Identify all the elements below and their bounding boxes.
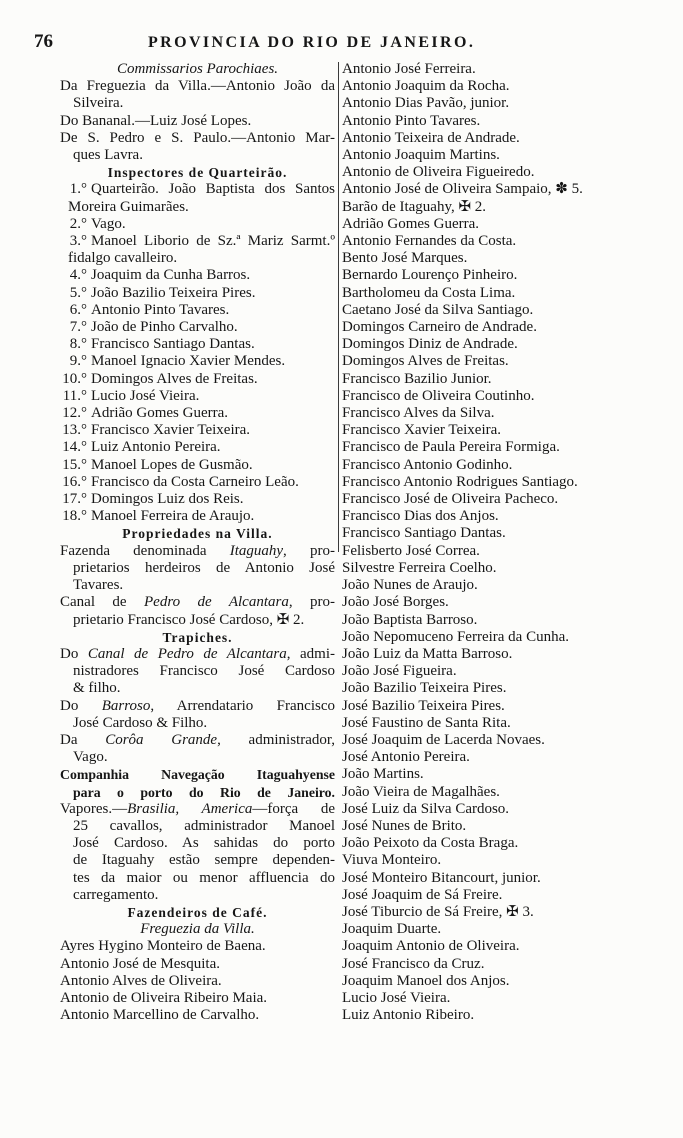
planter-name: José Joaquim de Lacerda Novaes. <box>342 731 545 748</box>
inspector-row <box>60 267 335 284</box>
inspector-row <box>60 353 335 370</box>
inspector-name-line: Francisco Santiago Dantas. <box>91 336 255 353</box>
entry-line <box>60 801 335 818</box>
planter-name: Joaquim Duarte. <box>342 921 442 938</box>
page-number: 76 <box>34 31 53 52</box>
inspector-row <box>60 491 335 508</box>
planter-name: Adrião Gomes Guerra. <box>342 215 480 232</box>
text-run: , administrador, <box>217 731 335 748</box>
inspector-row <box>60 388 335 405</box>
left-column <box>60 61 335 1024</box>
entry-line: 25 cavallos, administrador Manoel <box>73 817 335 834</box>
planter-name: João José Figueira. <box>342 663 457 680</box>
entry-line: Silveira. <box>73 95 124 112</box>
section-heading: Fazendeiros de Café. <box>127 904 268 920</box>
inspector-name-line: Manoel Lopes de Gusmão. <box>91 456 253 473</box>
section-heading: Freguezia da Villa. <box>140 921 255 938</box>
italic-term: Brasilia, America <box>127 800 253 817</box>
inspector-name-line: Luiz Antonio Pereira. <box>91 439 221 456</box>
planter-name: Francisco de Paula Pereira Formiga. <box>342 439 560 456</box>
inspector-row <box>60 181 335 198</box>
inspector-row <box>60 508 335 525</box>
planter-name: Antonio Fernandes da Costa. <box>342 233 517 250</box>
planter-name: Francisco Xavier Teixeira. <box>342 422 502 439</box>
entry-line: José Cardoso. As sahidas do porto <box>73 835 335 852</box>
planter-name: Francisco Antonio Rodrigues Santiago. <box>342 473 578 490</box>
inspector-number: 1.° <box>69 181 87 198</box>
entry-line <box>60 698 335 715</box>
planter-name: Francisco Antonio Godinho. <box>342 456 513 473</box>
planter-name: João José Borges. <box>342 594 449 611</box>
inspector-number: 18.° <box>62 508 87 525</box>
planter-name: Domingos Diniz de Andrade. <box>342 336 518 353</box>
inspector-row <box>60 457 335 474</box>
planter-name: Luiz Antonio Ribeiro. <box>342 1007 475 1024</box>
planter-name: Antonio de Oliveira Figueiredo. <box>342 164 535 181</box>
section-heading: Inspectores de Quarteirão. <box>107 165 288 181</box>
text-run: , pro- <box>288 594 335 611</box>
planter-name: Domingos Alves de Freitas. <box>342 353 509 370</box>
inspector-number: 9.° <box>69 353 87 370</box>
text-run: Canal de <box>60 594 144 611</box>
planter-name: Viuva Monteiro. <box>342 852 442 869</box>
section-heading-line: para o porto do Rio de Janeiro. <box>73 784 335 800</box>
planter-name: João Martins. <box>342 766 424 783</box>
planter-name: Francisco Alves da Silva. <box>342 405 495 422</box>
planter-name: Antonio Dias Pavão, junior. <box>342 95 510 112</box>
inspector-name-line: Vago. <box>91 215 126 232</box>
planter-name: Francisco Santiago Dantas. <box>342 525 506 542</box>
planter-name: José Luiz da Silva Cardoso. <box>342 800 510 817</box>
planter-name: Francisco de Oliveira Coutinho. <box>342 387 535 404</box>
entry-line: Vago. <box>73 749 108 766</box>
column-divider <box>338 62 339 552</box>
inspector-name-line: Antonio Pinto Tavares. <box>91 301 230 318</box>
right-column-planter-list <box>342 61 624 1024</box>
text-run: , admi- <box>286 645 335 662</box>
inspector-number: 5.° <box>69 284 87 301</box>
inspector-number: 13.° <box>62 422 87 439</box>
planter-name: José Tiburcio de Sá Freire, ✠ 3. <box>342 903 534 920</box>
italic-term: Pedro de Alcantara <box>144 594 289 611</box>
planter-name: Francisco José de Oliveira Pacheco. <box>342 491 559 508</box>
planter-name: Silvestre Ferreira Coelho. <box>342 559 497 576</box>
entry-line <box>60 646 335 663</box>
planter-name: Bernardo Lourenço Pinheiro. <box>342 267 518 284</box>
text-run: Fazenda denominada <box>60 542 230 559</box>
section-heading: Propriedades na Villa. <box>122 526 273 542</box>
planter-name: João Nepomuceno Ferreira da Cunha. <box>342 628 570 645</box>
entry-line: Ayres Hygino Monteiro de Baena. <box>60 938 266 955</box>
text-run: —força de <box>252 800 335 817</box>
planter-name: Antonio José Ferreira. <box>342 61 476 77</box>
planter-name: José Nunes de Brito. <box>342 817 467 834</box>
inspector-name-line: João Bazilio Teixeira Pires. <box>91 284 256 301</box>
inspector-row <box>60 216 335 233</box>
planter-name: João Nunes de Araujo. <box>342 577 478 594</box>
entry-line: nistradores Francisco José Cardoso <box>73 663 335 680</box>
planter-name: Antonio José de Oliveira Sampaio, ✽ 5. <box>342 181 583 198</box>
inspector-number: 15.° <box>62 456 87 473</box>
planter-name: Antonio Pinto Tavares. <box>342 112 481 129</box>
italic-term: Corôa Grande <box>105 731 218 748</box>
inspector-name-line: Lucio José Vieira. <box>91 387 200 404</box>
text-run: Vapores.— <box>60 800 128 817</box>
planter-name: José Antonio Pereira. <box>342 749 470 766</box>
inspector-name-line: Francisco Xavier Teixeira. <box>91 422 251 439</box>
italic-term: Itaguahy <box>229 542 284 559</box>
inspector-row <box>60 405 335 422</box>
inspector-number: 10.° <box>62 370 87 387</box>
entry-line <box>60 543 335 560</box>
inspector-name-line: Domingos Alves de Freitas. <box>91 370 258 387</box>
planter-name: João Baptista Barroso. <box>342 611 478 628</box>
inspector-number: 12.° <box>62 405 87 422</box>
planter-name: Antonio Joaquim Martins. <box>342 147 500 164</box>
text-run: , pro- <box>283 542 335 559</box>
inspector-row <box>60 439 335 456</box>
inspector-row <box>60 285 335 302</box>
planter-name: Antonio Joaquim da Rocha. <box>342 78 510 95</box>
italic-term: Canal de Pedro de Alcantara <box>87 645 287 662</box>
text-run: Do <box>60 697 102 714</box>
italic-term: Barroso <box>101 697 151 714</box>
entry-line: Da Freguezia da Villa.—Antonio João da <box>60 78 335 95</box>
inspector-name-line: Manoel Ignacio Xavier Mendes. <box>91 353 286 370</box>
inspector-number: 7.° <box>69 319 87 336</box>
planter-name: José Faustino de Santa Rita. <box>342 714 511 731</box>
planter-name: José Monteiro Bitancourt, junior. <box>342 869 541 886</box>
planter-name: Lucio José Vieira. <box>342 989 451 1006</box>
inspector-name-line: Domingos Luiz dos Reis. <box>91 491 244 508</box>
planter-name: José Joaquim de Sá Freire. <box>342 886 503 903</box>
entry-line: ques Lavra. <box>73 147 143 164</box>
planter-name: Bento José Marques. <box>342 250 468 267</box>
section-heading: Commissarios Parochiaes. <box>116 61 279 77</box>
text-run: , Arrendatario Francisco <box>150 697 335 714</box>
inspector-number: 14.° <box>62 439 87 456</box>
entry-line: prietario Francisco José Cardoso, ✠ 2. <box>73 611 305 628</box>
entry-line: Do Bananal.—Luiz José Lopes. <box>60 112 252 129</box>
entry-line: Antonio Alves de Oliveira. <box>60 972 222 989</box>
inspector-number: 3.° <box>69 233 87 250</box>
planter-name: João Vieira de Magalhães. <box>342 783 500 800</box>
inspector-row <box>60 319 335 336</box>
planter-name: Bartholomeu da Costa Lima. <box>342 284 516 301</box>
inspector-name-line: João de Pinho Carvalho. <box>91 319 238 336</box>
inspector-number: 4.° <box>69 267 87 284</box>
planter-name: Felisberto José Correa. <box>342 542 480 559</box>
inspector-row <box>60 233 335 250</box>
entry-line: prietarios herdeiros de Antonio José <box>73 559 335 576</box>
inspector-name-line: Quarteirão. João Baptista dos Santos <box>91 181 335 198</box>
entry-line <box>60 594 335 611</box>
planter-name: José Bazilio Teixeira Pires. <box>342 697 505 714</box>
planter-name: Francisco Bazilio Junior. <box>342 370 492 387</box>
inspector-name-line: Adrião Gomes Guerra. <box>91 405 229 422</box>
planter-name: João Bazilio Teixeira Pires. <box>342 680 507 697</box>
inspector-number: 17.° <box>62 491 87 508</box>
planter-name: José Francisco da Cruz. <box>342 955 485 972</box>
entry-line: Antonio de Oliveira Ribeiro Maia. <box>60 989 268 1006</box>
inspector-name-line: Joaquim da Cunha Barros. <box>91 267 251 284</box>
inspector-name-line: Francisco da Costa Carneiro Leão. <box>91 473 299 490</box>
planter-name: Francisco Dias dos Anjos. <box>342 508 499 525</box>
section-heading: Trapiches. <box>162 629 233 645</box>
planter-name: Caetano José da Silva Santiago. <box>342 301 534 318</box>
inspector-row <box>60 302 335 319</box>
planter-name: Antonio Teixeira de Andrade. <box>342 129 520 146</box>
inspector-number: 16.° <box>62 473 87 490</box>
entry-line: de Itaguahy estão sempre dependen- <box>73 852 335 869</box>
text-run: Da <box>60 731 106 748</box>
entry-line: De S. Pedro e S. Paulo.—Antonio Mar- <box>60 129 335 146</box>
inspector-number: 2.° <box>69 215 87 232</box>
planter-name: Domingos Carneiro de Andrade. <box>342 319 537 336</box>
planter-name: João Luiz da Matta Barroso. <box>342 645 513 662</box>
inspector-row <box>60 422 335 439</box>
entry-line: Antonio José de Mesquita. <box>60 955 220 972</box>
planter-name: Joaquim Manoel dos Anjos. <box>342 972 510 989</box>
inspector-number: 6.° <box>69 301 87 318</box>
entry-line <box>60 732 335 749</box>
inspector-row <box>60 371 335 388</box>
entry-line: & filho. <box>73 680 121 697</box>
inspector-number: 11.° <box>62 387 87 404</box>
text-run: Do <box>60 645 88 662</box>
planter-name: João Peixoto da Costa Braga. <box>342 835 519 852</box>
entry-line: Tavares. <box>73 577 124 594</box>
inspector-row <box>60 474 335 491</box>
inspector-row <box>60 336 335 353</box>
entry-line: Antonio Marcellino de Carvalho. <box>60 1007 260 1024</box>
running-head-title: PROVINCIA DO RIO DE JANEIRO. <box>148 34 476 51</box>
entry-line: José Cardoso & Filho. <box>73 714 208 731</box>
inspector-continuation-line: fidalgo cavalleiro. <box>68 250 178 267</box>
entry-line: carregamento. <box>73 886 159 903</box>
inspector-number: 8.° <box>69 336 87 353</box>
inspector-name-line: Manoel Ferreira de Araujo. <box>91 508 255 525</box>
section-heading-line: Companhia Navegação Itaguahyense <box>60 767 335 783</box>
planter-name: Joaquim Antonio de Oliveira. <box>342 938 520 955</box>
planter-name: Barão de Itaguahy, ✠ 2. <box>342 198 487 215</box>
inspector-continuation-line: Moreira Guimarães. <box>68 198 189 215</box>
entry-line: tes da maior ou menor affluencia do <box>73 869 335 886</box>
inspector-name-line: Manoel Liborio de Sz.ª Mariz Sarmt.º <box>91 233 335 250</box>
